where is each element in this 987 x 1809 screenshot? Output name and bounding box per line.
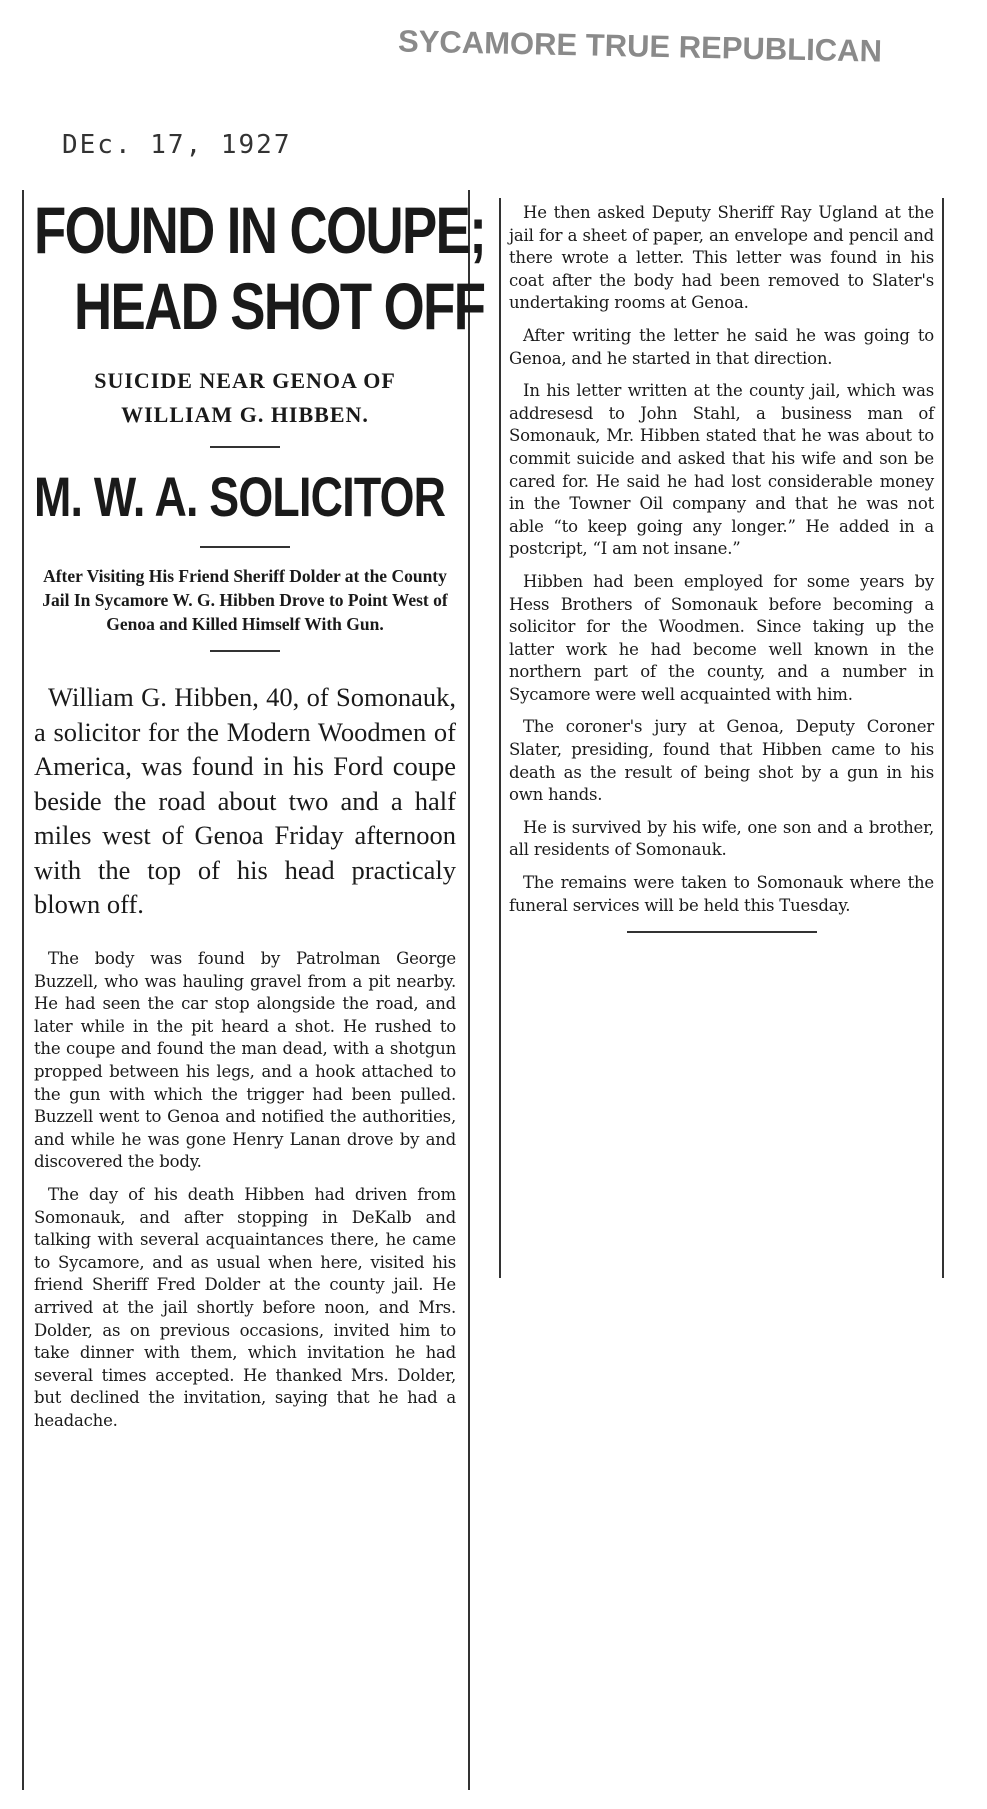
right-column: [499, 198, 944, 1278]
headline-line-1: FOUND IN COUPE;: [34, 193, 486, 267]
body-paragraph: The day of his death Hibben had driven from Somonauk, and after stopping in DeKalb and talking with several acquaintances there, he came to Sycamore, and as usual when here, visited his friend Sheriff Fred Dolder at the county jail. He arrived at the jail shortly before noon, and Mrs. Dolder, as on previous occasions, invited him to take dinner with them, which invitation he had several times accepted. He thanked Mrs. Dolder, but declined the invitation, saying that he had a headache.: [34, 1184, 456, 1430]
divider: [210, 446, 280, 448]
body-paragraph: The remains were taken to Somonauk where the funeral services will be held this Tuesday.: [509, 873, 934, 915]
divider: [210, 650, 280, 652]
headline-line-2: HEAD SHOT OFF: [74, 269, 485, 343]
body-paragraph: Hibben had been employed for some years by Hess Brothers of Somonauk before becoming a solicitor for the Woodmen. Since taking up the latter work he had become well known in the northern part of the county, and a number in Sycamore were well acquainted with him.: [509, 571, 934, 704]
body-paragraph: He is survived by his wife, one son and a brother, all residents of Somonauk.: [509, 817, 934, 860]
secondary-headline: M. W. A. SOLICITOR: [34, 465, 446, 528]
left-column: [22, 190, 486, 1790]
subdeck: After Visiting His Friend Sheriff Dolder at the County Jail In Sycamore W. G. Hibben Drove to Point West of Genoa and Killed Himself With Gun.: [42, 566, 448, 634]
deck-line-1: SUICIDE NEAR GENOA OF: [94, 368, 396, 393]
deck: [34, 364, 456, 432]
body-paragraph: The body was found by Patrolman George Buzzell, who was hauling gravel from a pit nearby. He had seen the car stop alongside the road, and later while in the pit heard a shot. He rushed to the coupe and found the man dead, with a shotgun propped between his legs, and a hook attached to the gun with which the trigger had been pulled. Buzzell went to Genoa and notified the authorities, and while he was gone Henry Lanan drove by and discovered the body.: [34, 949, 456, 1172]
newspaper-stamp: SYCAMORE TRUE REPUBLICAN: [397, 23, 883, 69]
divider: [200, 546, 290, 548]
deck-line-2: WILLIAM G. HIBBEN.: [121, 402, 369, 427]
body-paragraph: In his letter written at the county jail, which was addresesd to John Stahl, a business man of Somonauk, Mr. Hibben stated that he was about to commit suicide and asked that his wife and son be cared for. He said he had lost considerable money in the Towner Oil company and that he was not able “to keep going any longer.” He added in a postcript, “I am not insane.”: [509, 381, 934, 559]
body-paragraph: The coroner's jury at Genoa, Deputy Coroner Slater, presiding, found that Hibben came to his death as the result of being shot by a gun in his own hands.: [509, 717, 934, 805]
end-rule: [627, 931, 817, 933]
body-paragraph: After writing the letter he said he was going to Genoa, and he started in that direction.: [509, 325, 934, 368]
dateline: DEc. 17, 1927: [62, 130, 292, 160]
body-paragraph: He then asked Deputy Sheriff Ray Ugland at the jail for a sheet of paper, an envelope and pencil and there wrote a letter. This letter was found in his coat after the body had been removed to Slater's undertaking rooms at Genoa.: [509, 203, 934, 313]
lead-paragraph: William G. Hibben, 40, of Somonauk, a solicitor for the Modern Woodmen of America, was found in his Ford coupe beside the road about two and a half miles west of Genoa Friday afternoon with the top of his head practicaly blown off.: [34, 682, 456, 919]
